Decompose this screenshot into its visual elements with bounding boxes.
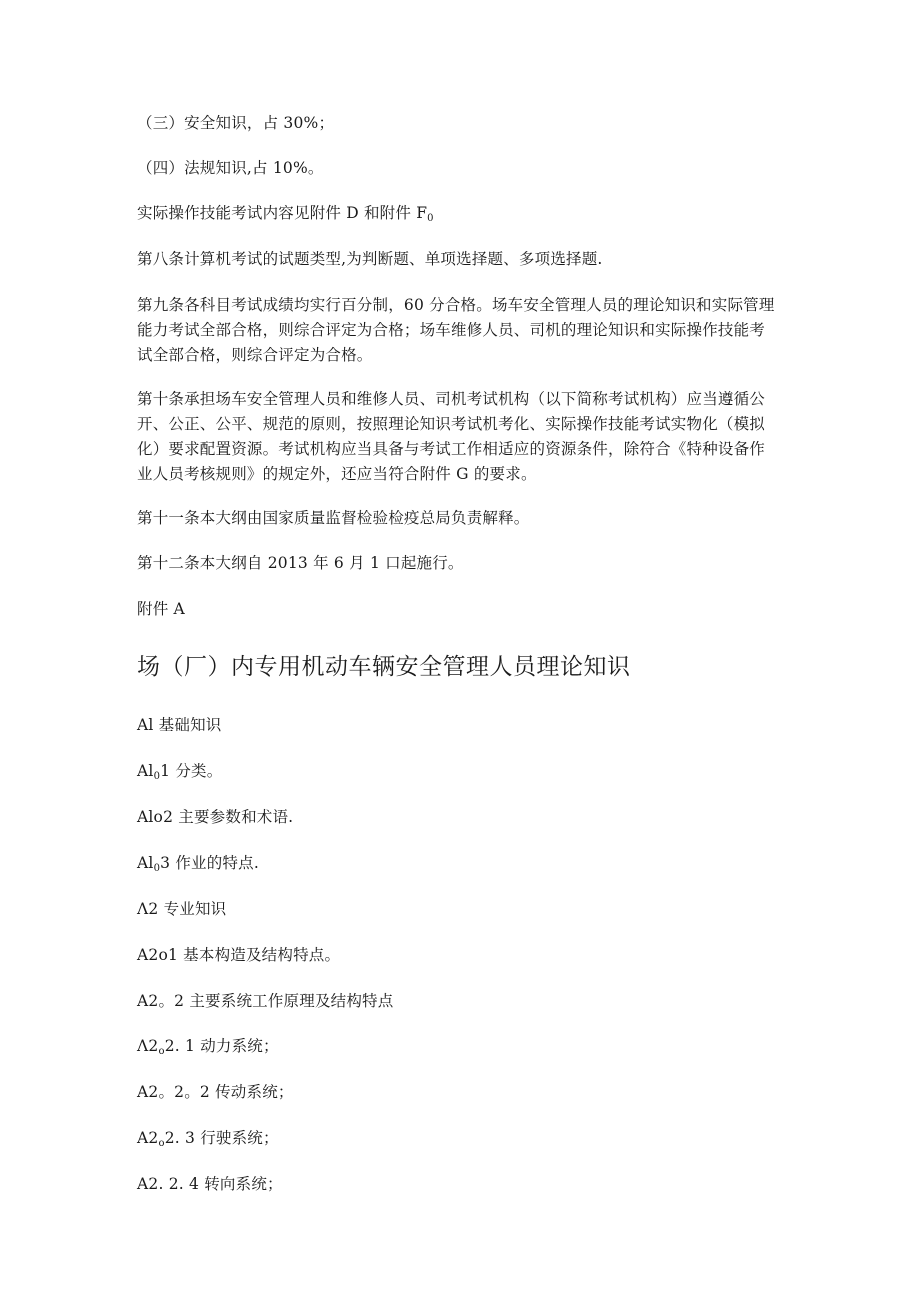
item-a2-2-3-text: 2. 3 行驶系统；: [164, 1129, 279, 1147]
item-a1-1: [137, 759, 777, 789]
paragraph-practical-exam-text: 实际操作技能考试内容见附件 D 和附件 F: [137, 204, 428, 222]
item-a2-2-3-prefix: A2: [137, 1129, 159, 1147]
subscript: 0: [427, 213, 434, 224]
item-a1-2: Alo2 主要参数和术语.: [137, 808, 294, 826]
item-a1-3: [137, 851, 777, 881]
paragraph-safety-knowledge: （三）安全知识，占 30%；: [137, 114, 335, 132]
paragraph-article-11: 第十一条本大纲由国家质量监督检验检疫总局负责解释。: [137, 509, 530, 527]
item-a2-2-3: [137, 1126, 777, 1156]
item-a2-2-2: A2。2。2 传动系统；: [137, 1083, 294, 1101]
paragraph-regulation-knowledge: （四）法规知识,占 10%。: [137, 159, 324, 177]
item-a1-1-prefix: Al: [137, 762, 154, 780]
paragraph-article-9: 第九条各科目考试成绩均实行百分制，60 分合格。场车安全管理人员的理论知识和实际管理能力考试全部合格，则综合评定为合格；场车维修人员、司机的理论知识和实际操作技能考试全部合格，则综合评定为合格。: [137, 296, 775, 364]
paragraph-article-12: 第十二条本大纲自 2013 年 6 月 1 口起施行。: [137, 554, 464, 572]
item-a2-2: A2。2 主要系统工作原理及结构特点: [137, 992, 394, 1010]
section-heading: 场（厂）内专用机动车辆安全管理人员理论知识: [137, 654, 631, 680]
item-a2-2-1-prefix: Λ2: [137, 1037, 159, 1055]
appendix-label: 附件 A: [137, 600, 185, 618]
item-a2-2-4: A2. 2. 4 转向系统；: [137, 1175, 283, 1193]
item-a2-2-1: [137, 1034, 777, 1064]
item-a1-3-prefix: Al: [137, 854, 154, 872]
item-a1-3-text: 3 作业的特点.: [160, 854, 259, 872]
item-a2: Λ2 专业知识: [137, 900, 227, 918]
subscript: 0: [153, 863, 161, 874]
item-a2-2-1-text: 2. 1 动力系统；: [164, 1037, 279, 1055]
paragraph-article-10: 第十条承担场车安全管理人员和维修人员、司机考试机构（以下简称考试机构）应当遵循公开、公正、公平、规范的原则，按照理论知识考试机考化、实际操作技能考试实物化（模拟化）要求配置资源。考试机构应当具备与考试工作相适应的资源条件，除符合《特种设备作业人员考核规则》的规定外，还应当符合附件 G 的要求。: [137, 390, 766, 483]
subscript: o: [158, 1046, 165, 1057]
item-a1: Al 基础知识: [137, 716, 222, 734]
paragraph-practical-exam: [137, 201, 777, 231]
subscript: 0: [153, 771, 161, 782]
item-a1-1-text: 1 分类。: [160, 762, 223, 780]
paragraph-article-8: 第八条计算机考试的试题类型,为判断题、单项选择题、多项选择题.: [137, 250, 603, 268]
subscript: o: [158, 1138, 165, 1149]
item-a2-1: A2o1 基本构造及结构特点。: [137, 946, 341, 964]
